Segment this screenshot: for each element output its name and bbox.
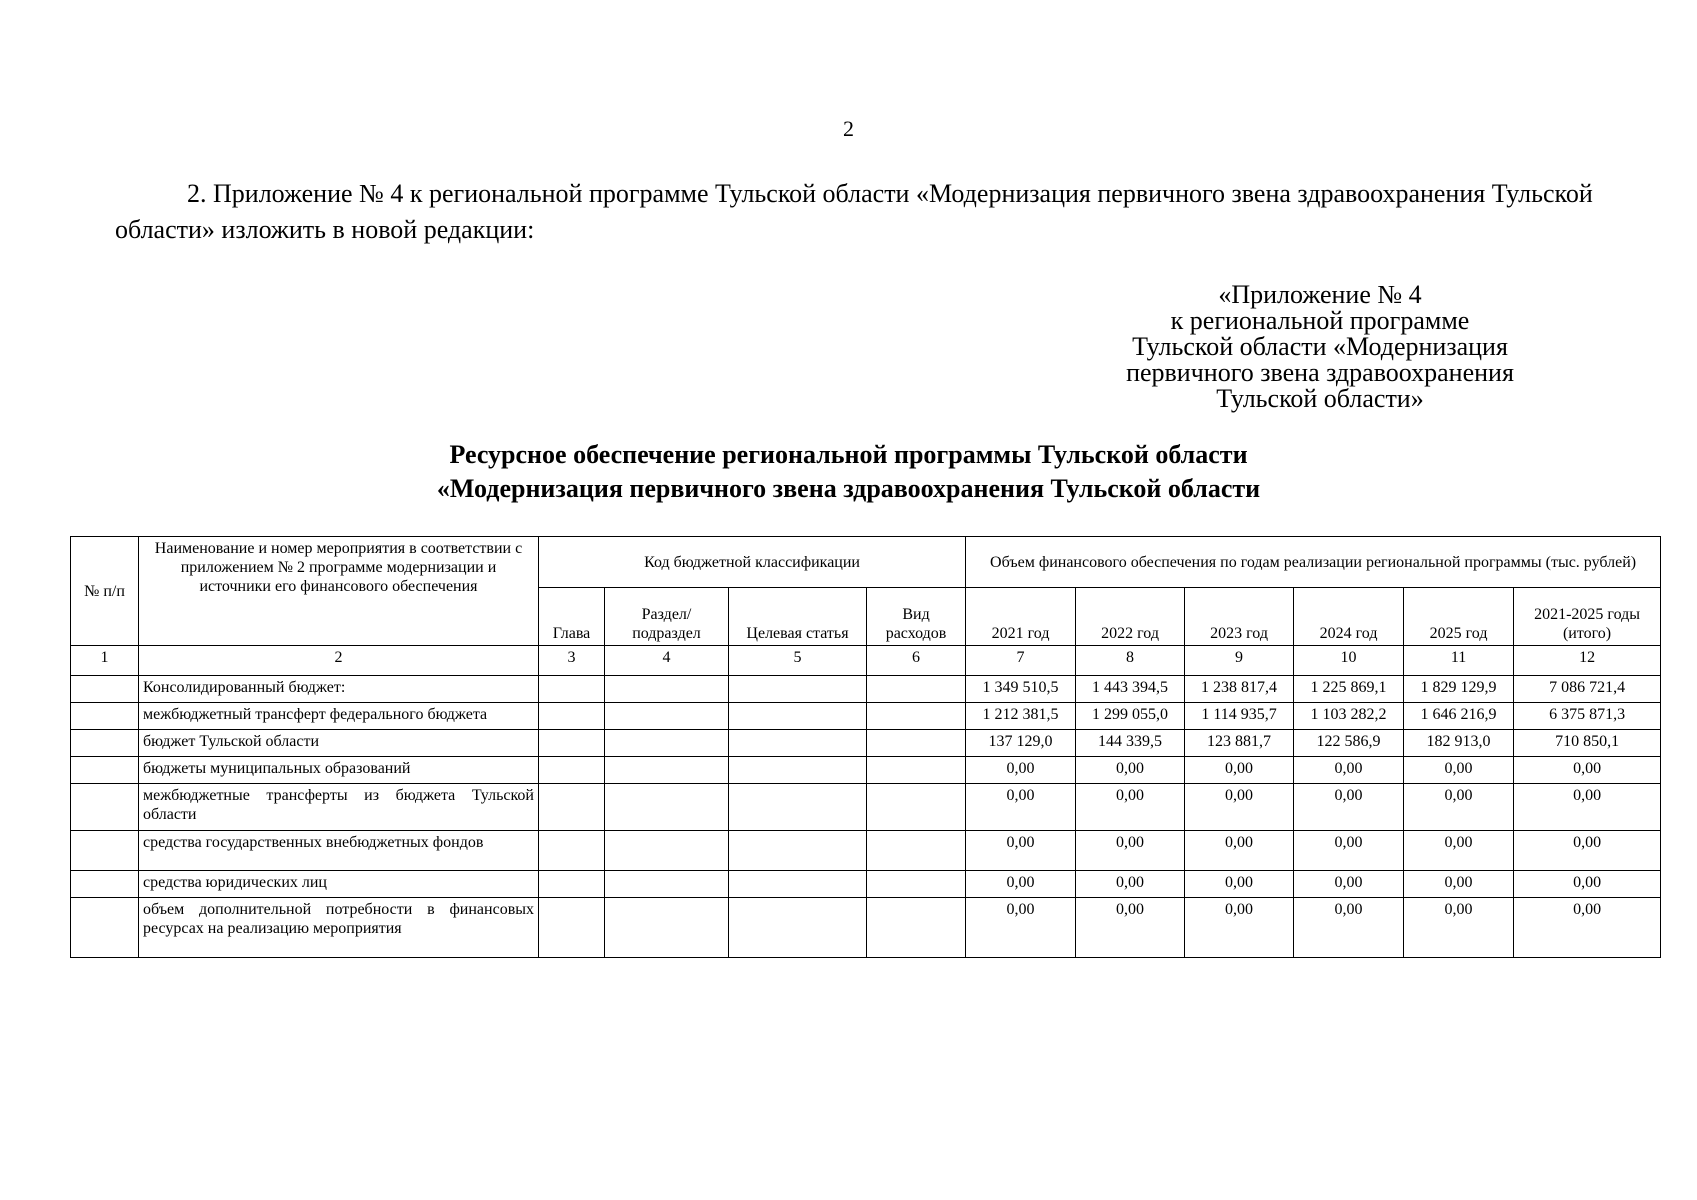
value-cell: 122 586,9 [1294, 730, 1404, 757]
value-cell: 1 646 216,9 [1404, 703, 1514, 730]
value-cell: 0,00 [1076, 757, 1185, 784]
value-cell: 7 086 721,4 [1514, 676, 1661, 703]
kbk-cell [539, 703, 605, 730]
kbk-cell [605, 676, 729, 703]
value-cell: 0,00 [1404, 898, 1514, 958]
column-number: 11 [1404, 646, 1514, 676]
value-cell: 123 881,7 [1185, 730, 1294, 757]
value-cell: 1 212 381,5 [966, 703, 1076, 730]
value-cell: 0,00 [1514, 784, 1661, 831]
row-name: средства юридических лиц [143, 874, 327, 891]
header-kbk-target: Целевая статья [729, 588, 867, 646]
header-year: 2021 год [966, 588, 1076, 646]
kbk-cell [867, 703, 966, 730]
row-name-cell [139, 757, 539, 784]
kbk-cell [605, 784, 729, 831]
table-row [71, 730, 1661, 757]
value-cell: 0,00 [1185, 871, 1294, 898]
row-name: объем дополнительной потребности в финансовых ресурсах на реализацию мероприятия [143, 901, 534, 937]
document-title-line: Ресурсное обеспечение региональной программы Тульской области [449, 440, 1248, 469]
value-cell: 0,00 [1185, 757, 1294, 784]
row-name-cell [139, 898, 539, 958]
kbk-cell [867, 676, 966, 703]
value-cell: 0,00 [966, 784, 1076, 831]
value-cell: 0,00 [1076, 831, 1185, 871]
value-cell: 0,00 [1294, 757, 1404, 784]
column-number: 4 [605, 646, 729, 676]
row-number-cell [71, 898, 139, 958]
kbk-cell [729, 703, 867, 730]
row-number-cell [71, 676, 139, 703]
kbk-cell [867, 757, 966, 784]
value-cell: 0,00 [1185, 831, 1294, 871]
row-name: бюджет Тульской области [143, 733, 320, 750]
value-cell: 710 850,1 [1514, 730, 1661, 757]
value-cell: 1 829 129,9 [1404, 676, 1514, 703]
column-number: 2 [139, 646, 539, 676]
kbk-cell [539, 831, 605, 871]
value-cell: 1 225 869,1 [1294, 676, 1404, 703]
kbk-cell [729, 871, 867, 898]
value-cell: 0,00 [1514, 757, 1661, 784]
row-name-cell [139, 871, 539, 898]
kbk-cell [539, 871, 605, 898]
kbk-cell [605, 703, 729, 730]
column-number: 8 [1076, 646, 1185, 676]
kbk-cell [729, 676, 867, 703]
row-name: Консолидированный бюджет: [143, 679, 346, 696]
value-cell: 0,00 [1514, 831, 1661, 871]
value-cell: 0,00 [1514, 871, 1661, 898]
row-number-cell [71, 871, 139, 898]
value-cell: 0,00 [1294, 871, 1404, 898]
row-number-cell [71, 784, 139, 831]
row-name: бюджеты муниципальных образований [143, 760, 411, 777]
value-cell: 1 299 055,0 [1076, 703, 1185, 730]
row-number-cell [71, 730, 139, 757]
value-cell: 0,00 [1404, 831, 1514, 871]
kbk-cell [605, 831, 729, 871]
row-name-cell [139, 831, 539, 871]
row-number-cell [71, 757, 139, 784]
header-year: 2024 год [1294, 588, 1404, 646]
kbk-cell [605, 898, 729, 958]
value-cell: 0,00 [1185, 784, 1294, 831]
row-name: межбюджетный трансферт федерального бюджета [143, 706, 488, 723]
value-cell: 0,00 [1404, 757, 1514, 784]
kbk-cell [729, 831, 867, 871]
kbk-cell [605, 730, 729, 757]
column-number: 7 [966, 646, 1076, 676]
row-name-cell [139, 676, 539, 703]
row-name-cell [139, 703, 539, 730]
kbk-cell [867, 831, 966, 871]
kbk-cell [539, 730, 605, 757]
value-cell: 1 349 510,5 [966, 676, 1076, 703]
row-name-cell [139, 730, 539, 757]
column-number: 6 [867, 646, 966, 676]
value-cell: 0,00 [1076, 898, 1185, 958]
column-number: 9 [1185, 646, 1294, 676]
kbk-cell [539, 757, 605, 784]
kbk-cell [867, 871, 966, 898]
document-title [0, 438, 1697, 506]
appendix-note [1060, 282, 1580, 412]
header-year: 2022 год [1076, 588, 1185, 646]
header-kbk-section: Раздел/ подраздел [605, 588, 729, 646]
header-year: 2023 год [1185, 588, 1294, 646]
table-header-row [71, 537, 1661, 588]
value-cell: 144 339,5 [1076, 730, 1185, 757]
column-number: 1 [71, 646, 139, 676]
value-cell: 1 238 817,4 [1185, 676, 1294, 703]
resource-table [70, 536, 1661, 958]
value-cell: 0,00 [1404, 784, 1514, 831]
header-kbk-chapter: Глава [539, 588, 605, 646]
header-year: 2025 год [1404, 588, 1514, 646]
header-funding: Объем финансового обеспечения по годам реализации региональной программы (тыс. рублей) [966, 537, 1661, 588]
kbk-cell [729, 784, 867, 831]
value-cell: 1 114 935,7 [1185, 703, 1294, 730]
kbk-cell [729, 730, 867, 757]
kbk-cell [539, 898, 605, 958]
value-cell: 0,00 [966, 898, 1076, 958]
row-name-cell [139, 784, 539, 831]
column-number: 10 [1294, 646, 1404, 676]
row-number-cell [71, 703, 139, 730]
column-number: 12 [1514, 646, 1661, 676]
table-row [71, 871, 1661, 898]
kbk-cell [729, 898, 867, 958]
header-kbk: Код бюджетной классификации [539, 537, 966, 588]
appendix-note-line: Тульской области» [1216, 384, 1424, 413]
kbk-cell [605, 757, 729, 784]
kbk-cell [605, 871, 729, 898]
kbk-cell [539, 784, 605, 831]
column-number: 3 [539, 646, 605, 676]
kbk-cell [867, 730, 966, 757]
value-cell: 0,00 [1076, 871, 1185, 898]
kbk-cell [729, 757, 867, 784]
intro-paragraph: 2. Приложение № 4 к региональной программе Тульской области «Модернизация первичного звена здравоохранения Тульской области» изложить в новой редакции: [115, 179, 1593, 244]
value-cell: 1 103 282,2 [1294, 703, 1404, 730]
value-cell: 0,00 [966, 871, 1076, 898]
appendix-note-line: первичного звена здравоохранения [1126, 358, 1514, 387]
value-cell: 0,00 [1294, 784, 1404, 831]
header-num: № п/п [71, 537, 139, 646]
appendix-note-line: Тульской области «Модернизация [1132, 332, 1508, 361]
value-cell: 0,00 [1514, 898, 1661, 958]
page-number: 2 [843, 116, 854, 141]
header-year-total: 2021-2025 годы (итого) [1514, 588, 1661, 646]
value-cell: 0,00 [966, 757, 1076, 784]
value-cell: 1 443 394,5 [1076, 676, 1185, 703]
document-title-line: «Модернизация первичного звена здравоохранения Тульской области [436, 474, 1261, 503]
row-name: межбюджетные трансферты из бюджета Тульской области [143, 787, 534, 823]
value-cell: 0,00 [966, 831, 1076, 871]
kbk-cell [867, 898, 966, 958]
table-row [71, 831, 1661, 871]
table-row [71, 784, 1661, 831]
appendix-note-line: к региональной программе [1170, 306, 1470, 335]
row-number-cell [71, 831, 139, 871]
value-cell: 0,00 [1076, 784, 1185, 831]
row-name: средства государственных внебюджетных фондов [143, 834, 484, 851]
kbk-cell [539, 676, 605, 703]
column-number-row [71, 646, 1661, 676]
table-row [71, 676, 1661, 703]
appendix-note-line: «Приложение № 4 [1218, 280, 1422, 309]
kbk-cell [867, 784, 966, 831]
table-row [71, 757, 1661, 784]
table-row [71, 703, 1661, 730]
value-cell: 182 913,0 [1404, 730, 1514, 757]
value-cell: 6 375 871,3 [1514, 703, 1661, 730]
value-cell: 0,00 [1294, 831, 1404, 871]
value-cell: 0,00 [1404, 871, 1514, 898]
value-cell: 0,00 [1294, 898, 1404, 958]
value-cell: 0,00 [1185, 898, 1294, 958]
header-kbk-expense-type: Вид расходов [867, 588, 966, 646]
value-cell: 137 129,0 [966, 730, 1076, 757]
header-name: Наименование и номер мероприятия в соответствии с приложением № 2 программе модернизации и источники его финансового обеспечения [139, 537, 539, 646]
column-number: 5 [729, 646, 867, 676]
table-row [71, 898, 1661, 958]
